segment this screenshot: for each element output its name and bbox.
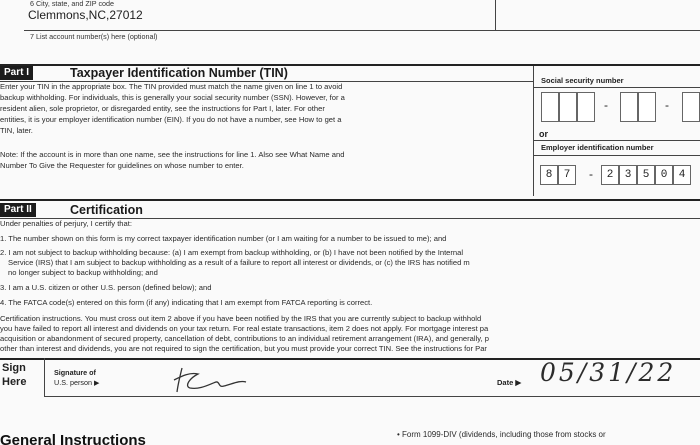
ssn-label: Social security number: [541, 76, 624, 85]
part2-title: Certification: [70, 203, 143, 217]
cert-instructions-3: acquisition or abandonment of secured property, cancellation of debt, contributions to an individual retirement arrangement (IRA), and generally, p: [0, 334, 489, 343]
part1-line-4: entities, it is your employer identification number (EIN). If you do not have a number, see How to get a: [0, 115, 342, 124]
sign-label: Sign: [2, 362, 26, 374]
cert-item-1: 1. The number shown on this form is my correct taxpayer identification number (or I am waiting for a number to be issued to me); and: [0, 234, 447, 243]
cert-instructions-1: Certification instructions. You must cross out item 2 above if you have been notified by the IRS that you are currently subject to backup withhold: [0, 314, 482, 323]
ein-digit: 5: [637, 165, 655, 185]
signature-scribble: [160, 362, 280, 396]
ein-digit: 2: [601, 165, 619, 185]
part2-tag: Part II: [0, 203, 36, 217]
city-state-zip-label: 6 City, state, and ZIP code: [30, 0, 115, 8]
part2-intro: Under penalties of perjury, I certify that:: [0, 219, 132, 228]
date-value[interactable]: 05/31/22: [540, 358, 677, 387]
part1-note-2: Number To Give the Requester for guidelines on whose number to enter.: [0, 161, 244, 170]
ein-digit: 8: [540, 165, 558, 185]
ein-digit: 4: [673, 165, 691, 185]
general-instructions-heading: General Instructions: [0, 432, 146, 445]
part1-tag: Part I: [0, 66, 33, 80]
cert-instructions-4: other than interest and dividends, you are not required to sign the certification, but you must provide your correct TIN. See the instructions for Par: [0, 344, 487, 353]
part1-line-3: resident alien, sole proprietor, or disregarded entity, see the instructions for Part I, later. For other: [0, 104, 325, 113]
part1-title: Taxpayer Identification Number (TIN): [70, 66, 288, 80]
footer-bullet: • Form 1099-DIV (dividends, including those from stocks or: [397, 430, 606, 439]
cert-item-4: 4. The FATCA code(s) entered on this form (if any) indicating that I am exempt from FATCA reporting is correct.: [0, 298, 373, 307]
cert-item-2-cont: Service (IRS) that I am subject to backup withholding as a result of a failure to report all interest or dividends, or (c) the IRS has notified m: [8, 258, 470, 267]
city-state-zip-value[interactable]: Clemmons,NC,27012: [28, 8, 143, 22]
signature-label: Signature of: [54, 368, 96, 377]
part1-note-1: Note: If the account is in more than one name, see the instructions for line 1. Also see What Name and: [0, 150, 345, 159]
cert-instructions-2: you have failed to report all interest and dividends on your tax return. For real estate transactions, item 2 does not apply. For mortgage interest pa: [0, 324, 489, 333]
ein-dash: -: [589, 167, 593, 181]
cert-item-3: 3. I am a U.S. citizen or other U.S. person (defined below); and: [0, 283, 212, 292]
signature-field[interactable]: [160, 362, 480, 396]
part1-line-2: backup withholding. For individuals, this is generally your social security number (SSN). However, for a: [0, 93, 345, 102]
signature-label-2: U.S. person ▶: [54, 378, 100, 387]
part1-line-1: Enter your TIN in the appropriate box. The TIN provided must match the name given on line 1 to avoid: [0, 82, 343, 91]
cert-item-2-cont: no longer subject to backup withholding; and: [8, 268, 158, 277]
cert-item-2: 2. I am not subject to backup withholding because: (a) I am exempt from backup withholding, or (b) I have not been notified by the Internal: [0, 248, 464, 257]
ein-label: Employer identification number: [541, 143, 654, 152]
ein-digit: 0: [655, 165, 673, 185]
here-label: Here: [2, 376, 27, 388]
account-number-label: 7 List account number(s) here (optional): [30, 32, 158, 41]
account-number-field[interactable]: [24, 42, 700, 62]
ein-digit: 7: [558, 165, 576, 185]
or-label: or: [539, 129, 548, 139]
date-label: Date ▶: [497, 378, 522, 387]
ein-digit: 3: [619, 165, 637, 185]
part1-line-5: TIN, later.: [0, 126, 33, 135]
